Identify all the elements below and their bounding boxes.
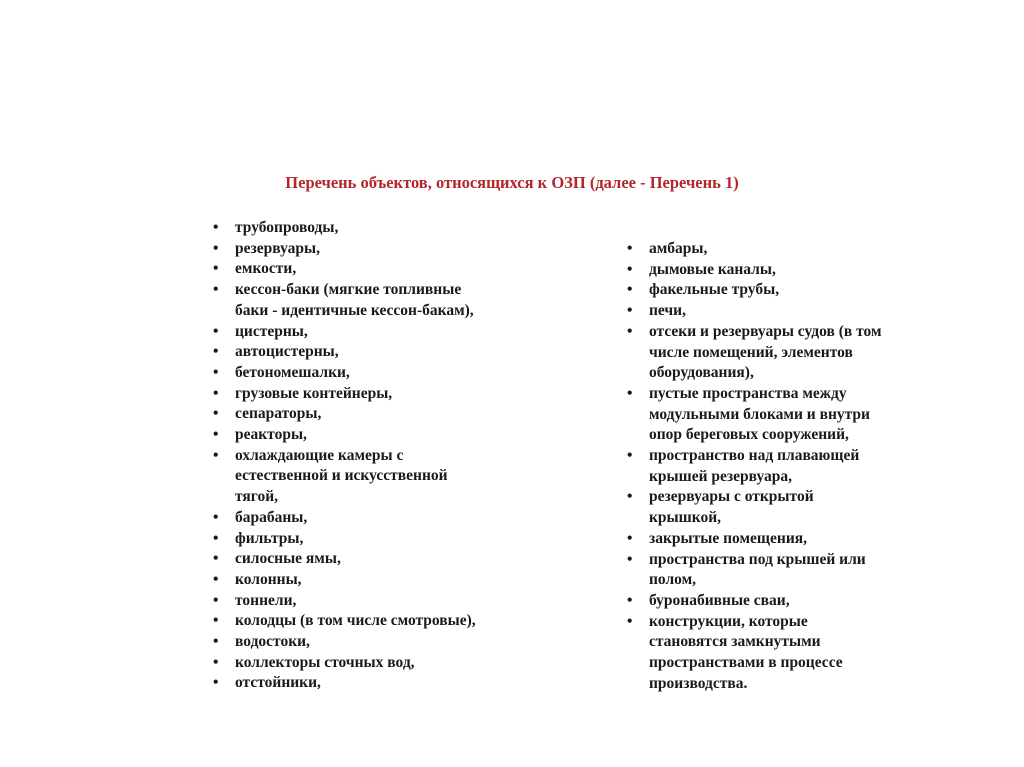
list-item-text: сепараторы, — [235, 405, 322, 423]
bullet-icon: • — [213, 322, 219, 340]
list-item-text: трубопроводы, — [235, 219, 339, 236]
list-item-text: опор береговых сооружений, — [649, 426, 849, 444]
list-item — [213, 363, 513, 384]
bullet-icon: • — [627, 529, 633, 547]
list-item-text: печи, — [649, 302, 686, 320]
list-item-text: охлаждающие камеры с — [235, 446, 404, 464]
list-item-text: модульными блоками и внутри — [649, 405, 870, 423]
bullet-icon: • — [213, 446, 219, 464]
bullet-icon: • — [213, 384, 219, 402]
list-item-text: пространствами в процессе — [649, 654, 843, 672]
list-item — [627, 529, 927, 550]
list-item-text: емкости, — [235, 260, 297, 278]
list-item — [213, 425, 513, 446]
bullet-icon: • — [213, 591, 219, 609]
list-item — [213, 446, 513, 508]
bullet-icon: • — [213, 219, 219, 236]
list-item-text: естественной и искусственной — [235, 467, 448, 485]
bullet-icon: • — [213, 343, 219, 361]
list-item-text: полом, — [649, 571, 697, 589]
objects-list-left — [213, 218, 513, 694]
list-item — [213, 280, 513, 321]
list-item-text: бетономешалки, — [235, 363, 350, 381]
list-item-text: отсеки и резервуары судов (в том — [649, 322, 882, 340]
list-item — [627, 384, 927, 446]
bullet-icon: • — [213, 653, 219, 671]
list-item-text: резервуары с открытой — [649, 488, 814, 506]
list-item-text: оборудования), — [649, 364, 754, 382]
list-item-text: пространство над плавающей — [649, 447, 860, 465]
list-item — [213, 384, 513, 405]
bullet-icon: • — [213, 674, 219, 692]
list-item — [213, 404, 513, 425]
bullet-icon: • — [627, 591, 633, 609]
bullet-icon: • — [213, 260, 219, 278]
bullet-icon: • — [213, 508, 219, 526]
list-item-text: числе помещений, элементов — [649, 343, 853, 361]
bullet-icon: • — [213, 633, 219, 651]
list-item-text: фильтры, — [235, 529, 304, 547]
bullet-icon: • — [627, 322, 633, 340]
slide-title: Перечень объектов, относящихся к ОЗП (далее - Перечень 1) — [285, 173, 739, 192]
bullet-icon: • — [213, 239, 219, 257]
list-item — [627, 591, 927, 612]
bullet-icon: • — [213, 612, 219, 630]
list-item — [213, 529, 513, 550]
list-item — [627, 612, 927, 695]
bullet-icon: • — [627, 447, 633, 465]
list-item — [627, 280, 927, 301]
list-item — [627, 487, 927, 528]
list-item-text: отстойники, — [235, 674, 321, 692]
list-item-text: буронабивные сваи, — [649, 591, 790, 609]
list-item-text: барабаны, — [235, 508, 308, 526]
list-item-text: становятся замкнутыми — [649, 633, 821, 651]
list-item-text: резервуары, — [235, 239, 320, 257]
list-item — [627, 446, 927, 487]
bullet-icon: • — [213, 426, 219, 444]
list-item-text: баки - идентичные кессон-бакам), — [235, 301, 474, 319]
list-item-text: производства. — [649, 674, 748, 692]
list-item-text: грузовые контейнеры, — [235, 384, 393, 402]
bullet-icon: • — [213, 363, 219, 381]
list-item-text: амбары, — [649, 240, 708, 257]
list-item — [213, 549, 513, 570]
list-item-text: крышкой, — [649, 509, 722, 527]
list-item-text: тягой, — [235, 488, 279, 506]
list-item-text: силосные ямы, — [235, 550, 341, 568]
list-item — [213, 322, 513, 343]
list-item — [627, 239, 927, 260]
list-item — [627, 260, 927, 281]
bullet-icon: • — [213, 570, 219, 588]
list-item-text: коллекторы сточных вод, — [235, 653, 415, 671]
list-item-text: кессон-баки (мягкие топливные — [235, 281, 462, 299]
bullet-icon: • — [627, 281, 633, 299]
bullet-icon: • — [213, 529, 219, 547]
list-item-text: дымовые каналы, — [649, 260, 776, 278]
list-item — [213, 239, 513, 260]
list-item-text: водостоки, — [235, 633, 310, 651]
list-item — [213, 218, 513, 239]
list-item — [213, 591, 513, 612]
list-item-text: тоннели, — [235, 591, 297, 609]
bullet-icon: • — [627, 612, 633, 630]
list-item — [213, 632, 513, 653]
objects-list-right — [627, 239, 927, 694]
bullet-icon: • — [627, 302, 633, 320]
bullet-icon: • — [213, 281, 219, 299]
list-item — [213, 259, 513, 280]
bullet-icon: • — [627, 384, 633, 402]
list-item — [213, 673, 513, 694]
bullet-icon: • — [627, 260, 633, 278]
list-item — [213, 342, 513, 363]
bullet-icon: • — [627, 240, 633, 257]
list-item — [213, 508, 513, 529]
list-item-text: цистерны, — [235, 322, 308, 340]
list-item-text: пустые пространства между — [649, 384, 847, 402]
bullet-icon: • — [627, 550, 633, 568]
list-item-text: пространства под крышей или — [649, 550, 866, 568]
list-item — [627, 550, 927, 591]
bullet-icon: • — [213, 405, 219, 423]
list-item — [627, 322, 927, 384]
list-item-text: автоцистерны, — [235, 343, 339, 361]
list-item-text: колодцы (в том числе смотровые), — [235, 612, 476, 630]
list-item — [213, 611, 513, 632]
bullet-icon: • — [213, 550, 219, 568]
list-item-text: факельные трубы, — [649, 281, 780, 299]
bullet-icon: • — [627, 488, 633, 506]
list-item-text: закрытые помещения, — [649, 529, 808, 547]
list-item-text: колонны, — [235, 570, 302, 588]
list-item-text: крышей резервуара, — [649, 467, 793, 485]
list-item — [627, 301, 927, 322]
list-item-text: реакторы, — [235, 426, 307, 444]
list-item-text: конструкции, которые — [649, 612, 808, 630]
list-item — [213, 570, 513, 591]
list-item — [213, 653, 513, 674]
